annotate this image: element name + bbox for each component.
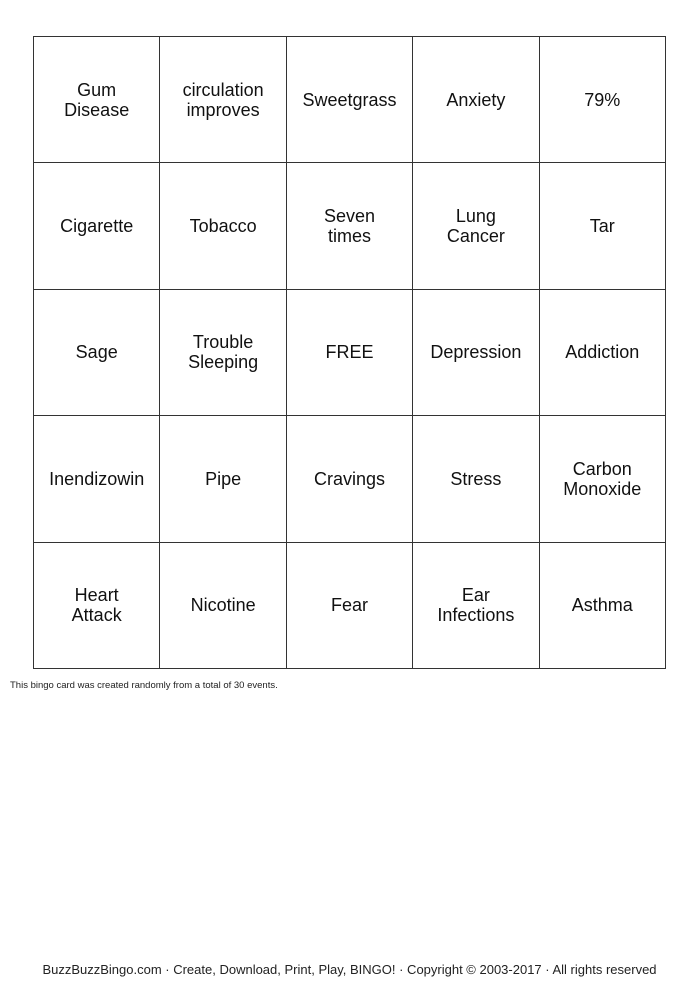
- bingo-card-grid: [33, 36, 666, 669]
- bingo-cell-text: Anxiety: [446, 89, 506, 110]
- bingo-cell: [287, 290, 413, 416]
- bingo-cell-text: Tobacco: [189, 216, 257, 237]
- bingo-cell-text: Cigarette: [60, 216, 134, 237]
- bingo-cell: [287, 163, 413, 289]
- bingo-cell-text: Sage: [75, 342, 118, 363]
- bingo-cell-text: Sweetgrass: [302, 89, 397, 110]
- bingo-cell-text: Seven times: [323, 206, 376, 247]
- bingo-cell: [160, 290, 286, 416]
- bingo-cell: [413, 37, 539, 163]
- bingo-cell: [287, 543, 413, 669]
- bingo-cell-text: 79%: [584, 89, 621, 110]
- bingo-cell-text: circulation improves: [182, 79, 264, 120]
- bingo-cell-text: Ear Infections: [437, 585, 515, 626]
- bingo-cell: [160, 37, 286, 163]
- bingo-cell: [34, 416, 160, 542]
- bingo-cell: [34, 163, 160, 289]
- bingo-cell-text: Trouble Sleeping: [188, 332, 259, 373]
- bingo-cell: [540, 543, 666, 669]
- bingo-cell: [540, 416, 666, 542]
- bingo-cell: [160, 416, 286, 542]
- bingo-cell: [540, 37, 666, 163]
- bingo-cell-text: Carbon Monoxide: [563, 458, 642, 499]
- card-note: This bingo card was created randomly from a total of 30 events.: [10, 680, 278, 691]
- bingo-cell-text: Depression: [430, 342, 522, 363]
- footer-copyright: BuzzBuzzBingo.com · Create, Download, Print, Play, BINGO! · Copyright © 2003-2017 · All rights reserved: [42, 962, 657, 977]
- bingo-cell: [540, 163, 666, 289]
- bingo-cell-text: Cravings: [313, 468, 385, 489]
- bingo-cell-text: Heart Attack: [71, 585, 122, 626]
- bingo-cell: [413, 290, 539, 416]
- bingo-cell: [413, 416, 539, 542]
- bingo-cell-text: Asthma: [571, 595, 633, 616]
- bingo-cell: [287, 416, 413, 542]
- bingo-cell: [34, 290, 160, 416]
- bingo-cell-text: Tar: [589, 216, 615, 237]
- bingo-cell-text: Fear: [330, 595, 368, 616]
- bingo-cell-text: FREE: [325, 342, 374, 363]
- bingo-cell: [160, 543, 286, 669]
- bingo-cell: [34, 543, 160, 669]
- bingo-cell-text: Pipe: [205, 468, 242, 489]
- bingo-cell: [34, 37, 160, 163]
- bingo-cell-text: Nicotine: [190, 595, 256, 616]
- bingo-cell: [413, 163, 539, 289]
- bingo-cell: [287, 37, 413, 163]
- bingo-cell: [413, 543, 539, 669]
- bingo-cell-text: Gum Disease: [64, 79, 130, 120]
- bingo-cell: [540, 290, 666, 416]
- bingo-cell: [160, 163, 286, 289]
- bingo-cell-text: Lung Cancer: [446, 206, 505, 247]
- bingo-cell-text: Inendizowin: [49, 468, 145, 489]
- bingo-cell-text: Addiction: [565, 342, 640, 363]
- bingo-cell-text: Stress: [450, 468, 502, 489]
